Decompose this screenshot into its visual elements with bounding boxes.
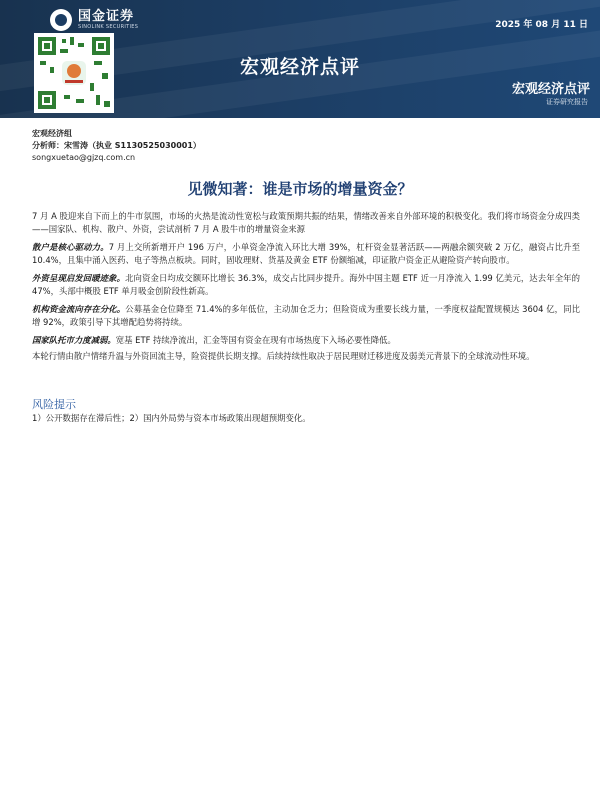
analyst-name: 分析师：宋雪涛（执业 S1130525030001） xyxy=(32,141,201,150)
banner-title: 宏观经济点评 xyxy=(239,56,360,78)
foreign-lead: 外资呈现启发回暖迹象。 xyxy=(32,273,126,283)
header-banner xyxy=(0,0,600,118)
retail-paragraph xyxy=(32,241,580,267)
institution-paragraph xyxy=(32,303,580,329)
report-category: 证券研究报告 xyxy=(546,98,588,106)
retail-lead: 散户是核心驱动力。 xyxy=(32,242,109,252)
foreign-paragraph xyxy=(32,272,580,298)
analyst-email[interactable]: songxuetao@gjzq.com.cn xyxy=(32,153,136,162)
report-date: 2025 年 08 月 11 日 xyxy=(495,20,588,30)
report-headline: 见微知著：谁是市场的增量资金？ xyxy=(187,180,413,198)
author-block xyxy=(32,128,201,164)
logo-icon xyxy=(50,9,72,31)
intro-paragraph: 7 月 A 股迎来自下而上的牛市氛围，市场的火热是流动性宽松与政策预期共振的结果，情绪改善来自外部环境的积极变化。我们将市场资金分成四类——国家队、机构、散户、外资，尝试剖析 7 月 A 股牛市的增量资金来源 xyxy=(32,211,580,234)
national-team-paragraph xyxy=(32,334,580,347)
national-team-lead: 国家队托市力度减弱。 xyxy=(32,335,116,345)
logo-name: 国金证券 xyxy=(78,9,135,24)
institution-text: 公募基金仓位降至 71.4%的多年低位，主动加仓乏力；但险资成为重要长线力量，一季度权益配置规模达 3604 亿，同比增 92%，政策引导下其增配趋势将持续。 xyxy=(32,304,581,327)
logo-english: SINOLINK SECURITIES xyxy=(78,24,139,30)
national-team-text: 宽基 ETF 持续净流出，汇金等国有资金在现有市场热度下入场必要性降低。 xyxy=(115,335,396,345)
foreign-text: 北向资金日均成交额环比增长 36.3%，成交占比同步提升。海外中国主题 ETF 近一月净流入 1.99 亿美元，达去年全年的 47%，头部中概股 ETF 单月吸金创阶段性新高。 xyxy=(32,273,580,296)
report-type-title: 宏观经济点评 xyxy=(511,82,590,97)
report-body xyxy=(32,210,580,368)
risk-text: 1）公开数据存在滞后性；2）国内外局势与资本市场政策出现超预期变化。 xyxy=(32,413,311,423)
risk-heading: 风险提示 xyxy=(32,398,76,411)
research-group: 宏观经济组 xyxy=(32,129,72,138)
brand-logo xyxy=(50,9,138,31)
qr-code-icon xyxy=(34,33,114,113)
conclusion-paragraph: 本轮行情由散户情绪升温与外资回流主导，险资提供长期支撑。后续持续性取决于居民理财迁移进度及弱美元背景下的全球流动性环境。 xyxy=(32,351,535,361)
retail-text: 7 月上交所新增开户 196 万户，小单资金净流入环比大增 39%，杠杆资金显著活跃——两融余额突破 2 万亿，融资占比升至 10.4%，且集中涌入医药、电子等热点板块。同时，固收理财、货基及黄金 ETF 份额缩减，印证散户资金正从避险资产转向股市。 xyxy=(32,242,581,265)
institution-lead: 机构资金流向存在分化。 xyxy=(32,304,126,314)
